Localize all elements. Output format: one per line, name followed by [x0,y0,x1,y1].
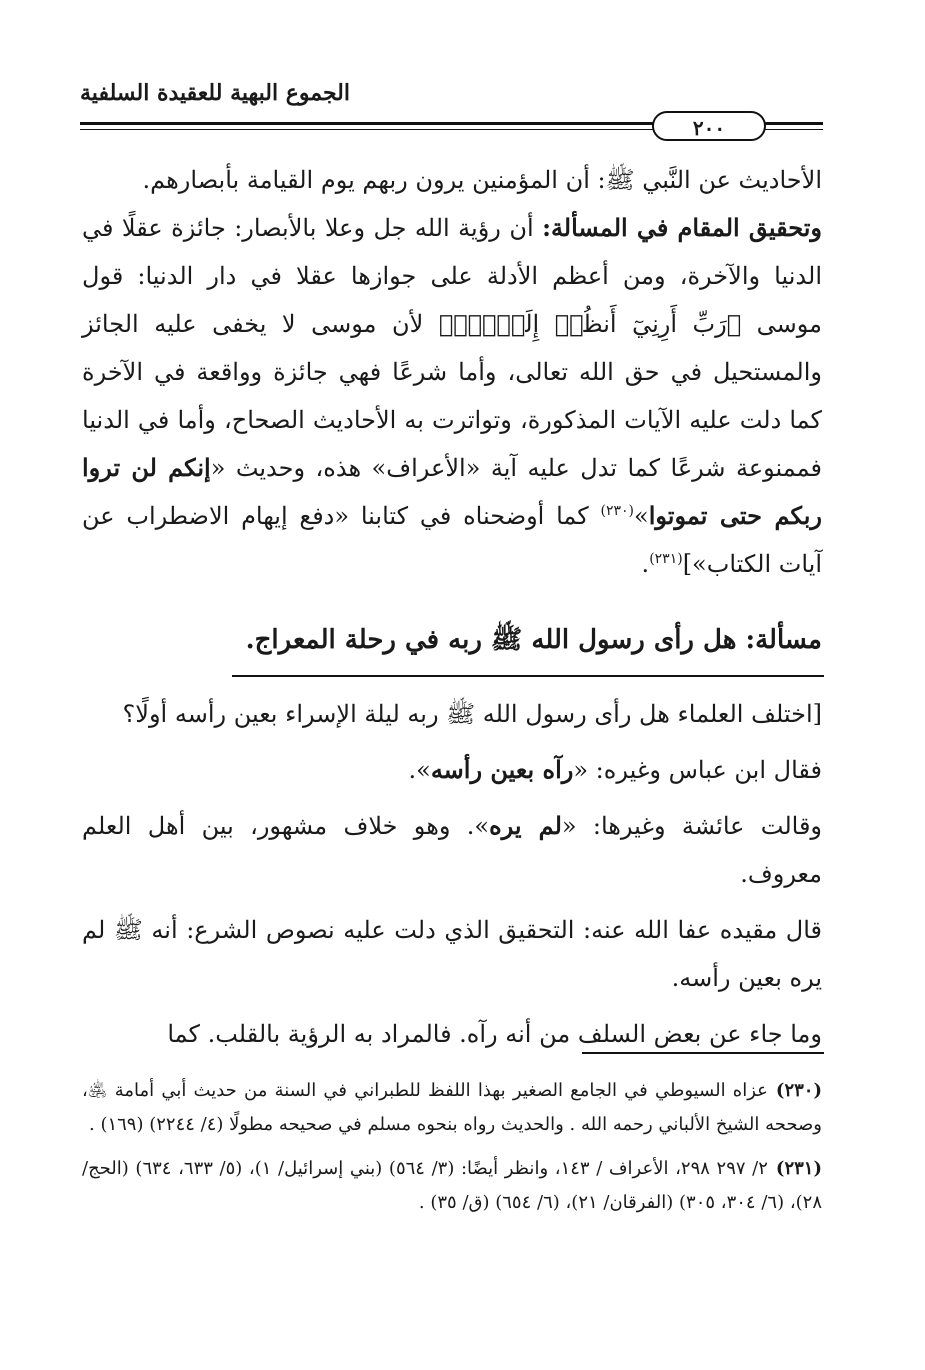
aisha-text: وقالت عائشة وغيرها: « [561,812,823,840]
tahqiq-text-c: كما أوضحناه في كتابنا «دفع إيهام الاضطراب عن آيات الكتاب»] [82,502,822,578]
tahqiq-text-b: » [634,502,649,530]
paragraph-ibn-abbas [82,746,822,794]
running-title: الجموع البهية للعقيدة السلفية [80,80,350,106]
tahqiq-label: وتحقيق المقام في المسألة: [542,213,822,242]
footnote-text: عزاه السيوطي في الجامع الصغير بهذا اللفظ للطبراني في السنة من حديث أبي أمامة ﵁، وصححه الشيخ الألباني رحمه الله . والحديث رواه بنحوه مسلم في صحيحه مطولًا (٤/ ٢٢٤٤) (١٦٩) . [82,1080,822,1135]
footnote-text: ٢/ ٢٩٧ ٢٩٨، الأعراف / ١٤٣، وانظر أيضًا: (٣/ ٥٦٤) (بني إسرائيل/ ١)، (٥/ ٦٣٣، ٦٣٤) (الحج/ ٢٨)، (٦/ ٣٠٤، ٣٠٥) (الفرقان/ ٢١)، (٦/ ٦٥٤) (ق/ ٣٥) . [82,1158,822,1213]
tahqiq-text-a: أن رؤية الله جل وعلا بالأبصار: جائزة عقلًا في الدنيا والآخرة، ومن أعظم الأدلة على جوازها عقلا في دار الدنيا: قول موسى ﴿رَبِّ أَرِنِيٓ أَنظُرۡ إِلَيۡكَۚ﴾ لأن موسى لا يخفى عليه الجائز والمستحيل في حق الله تعالى، وأما شرعًا فهي جائزة وواقعة في الآخرة كما دلت عليه الآيات المذكورة، وتواترت به الأحاديث الصحاح، وأما في الدنيا فممنوعة شرعًا كما تدل عليه آية «الأعراف» هذه، وحديث « [82,214,822,482]
ibn-abbas-quote: رآه بعين رأسه [430,755,574,784]
paragraph-muqayyiduh: قال مقيده عفا الله عنه: التحقيق الذي دلت عليه نصوص الشرع: أنه ﷺ لم يره بعين رأسه. [82,916,822,992]
footnote-separator [582,1052,824,1054]
ibn-abbas-text: فقال ابن عباس وغيره: « [573,756,822,784]
paragraph-ikhtilaf: [اختلف العلماء هل رأى رسول الله ﷺ ربه ليلة الإسراء بعين رأسه أولًا؟ [122,700,822,728]
main-text [82,156,822,588]
footnotes [82,1074,822,1230]
hadith-quote: إنكم لن تروا ربكم حتى تموتوا [82,453,822,530]
footnote-231 [82,1152,822,1220]
aisha-end: ». وهو خلاف مشهور، بين أهل العلم معروف. [82,812,822,888]
paragraph-tahqiq [82,204,822,588]
footnote-ref-231[interactable]: (٢٣١) [649,551,683,567]
section-text [82,690,822,1058]
paragraph-aisha [82,802,822,898]
footnote-230 [82,1074,822,1142]
heading-underline [232,675,824,677]
section-heading: مسألة: هل رأى رسول الله ﷺ ربه في رحلة المعراج. [245,625,822,655]
tahqiq-text-d: . [641,550,650,578]
ibn-abbas-end: ». [408,756,431,784]
footnote-ref-230[interactable]: (٢٣٠) [600,503,635,519]
footnote-number: (٢٣١) [775,1158,822,1179]
paragraph-hadith: الأحاديث عن النَّبي ﷺ: أن المؤمنين يرون ربهم يوم القيامة بأبصارهم. [142,166,822,194]
page-number-badge: ٢٠٠ [652,111,766,141]
paragraph-salaf: وما جاء عن بعض السلف من أنه رآه. فالمراد به الرؤية بالقلب. كما [167,1020,822,1048]
aisha-quote: لم يره [489,811,562,840]
footnote-number: (٢٣٠) [775,1080,822,1101]
